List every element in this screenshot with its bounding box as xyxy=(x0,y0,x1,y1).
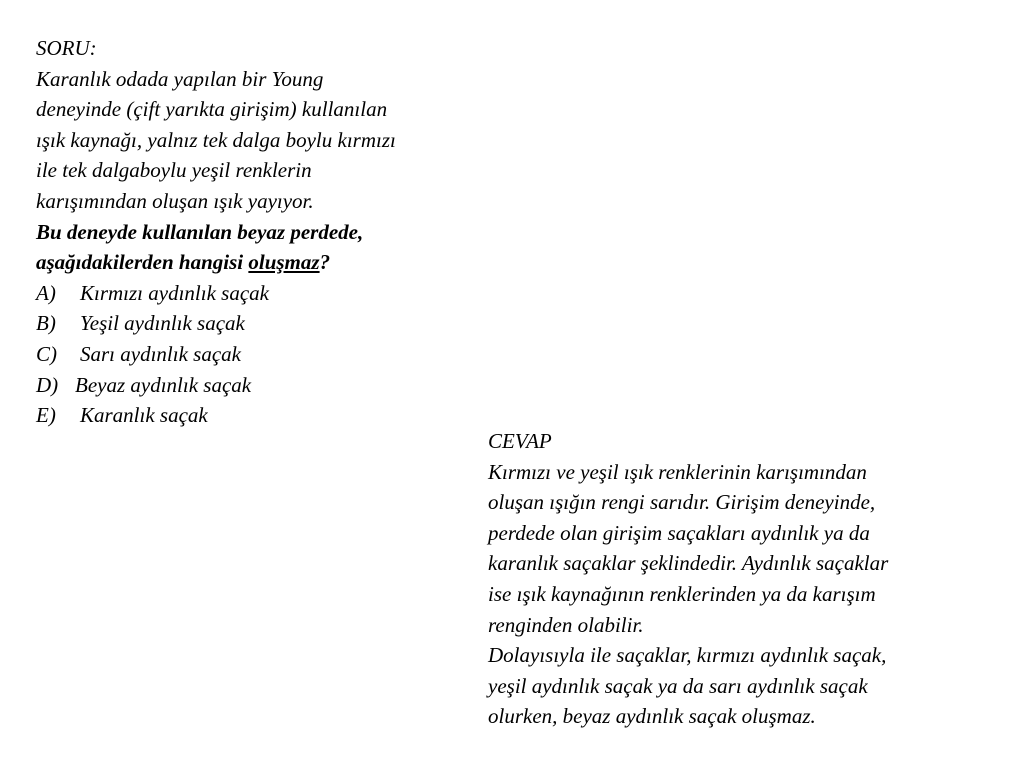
option-text: Sarı aydınlık saçak xyxy=(80,341,241,366)
option-b xyxy=(36,308,486,339)
question-prompt-suffix: ? xyxy=(319,250,331,275)
answer-line: olurken, beyaz aydınlık saçak oluşmaz. xyxy=(488,704,816,729)
option-text: Beyaz aydınlık saçak xyxy=(75,372,252,397)
answer-line: Dolayısıyla ile saçaklar, kırmızı aydınlık saçak, xyxy=(488,643,887,668)
question-prompt-emphasis: oluşmaz xyxy=(248,250,320,275)
answer-block xyxy=(488,426,998,732)
question-body-line: ışık kaynağı, yalnız tek dalga boylu kırmızı xyxy=(36,127,396,152)
option-d xyxy=(36,370,486,401)
question-prompt-line xyxy=(36,247,486,278)
question-body-line: karışımından oluşan ışık yayıyor. xyxy=(36,188,314,213)
option-letter: B) xyxy=(36,311,56,336)
question-prompt-line: Bu deneyde kullanılan beyaz perdede, xyxy=(36,219,364,244)
question-body-line: deneyinde (çift yarıkta girişim) kullanılan xyxy=(36,97,388,122)
answer-heading: CEVAP xyxy=(488,429,552,453)
answer-line: Kırmızı ve yeşil ışık renklerinin karışımından xyxy=(488,459,867,484)
answer-line: oluşan ışığın rengi sarıdır. Girişim deneyinde, xyxy=(488,490,876,515)
option-text: Kırmızı aydınlık saçak xyxy=(80,280,269,305)
option-letter: E) xyxy=(36,403,56,428)
question-body-line: ile tek dalgaboylu yeşil renklerin xyxy=(36,158,312,183)
question-block xyxy=(36,33,486,431)
option-letter: C) xyxy=(36,341,57,366)
answer-line: karanlık saçaklar şeklindedir. Aydınlık saçaklar xyxy=(488,551,889,576)
question-body-line: Karanlık odada yapılan bir Young xyxy=(36,66,324,91)
option-letter: D) xyxy=(36,372,59,397)
question-heading: SORU: xyxy=(36,36,97,60)
answer-line: perdede olan girişim saçakları aydınlık ya da xyxy=(488,520,870,545)
option-text: Yeşil aydınlık saçak xyxy=(80,311,245,336)
option-a xyxy=(36,278,486,309)
option-e xyxy=(36,400,486,431)
option-text: Karanlık saçak xyxy=(80,403,208,428)
answer-line: ise ışık kaynağının renklerinden ya da karışım xyxy=(488,581,876,606)
question-prompt-prefix: aşağıdakilerden hangisi xyxy=(36,250,249,275)
answer-line: yeşil aydınlık saçak ya da sarı aydınlık saçak xyxy=(488,673,868,698)
answer-line: renginden olabilir. xyxy=(488,612,644,637)
option-letter: A) xyxy=(36,280,56,305)
option-c xyxy=(36,339,486,370)
